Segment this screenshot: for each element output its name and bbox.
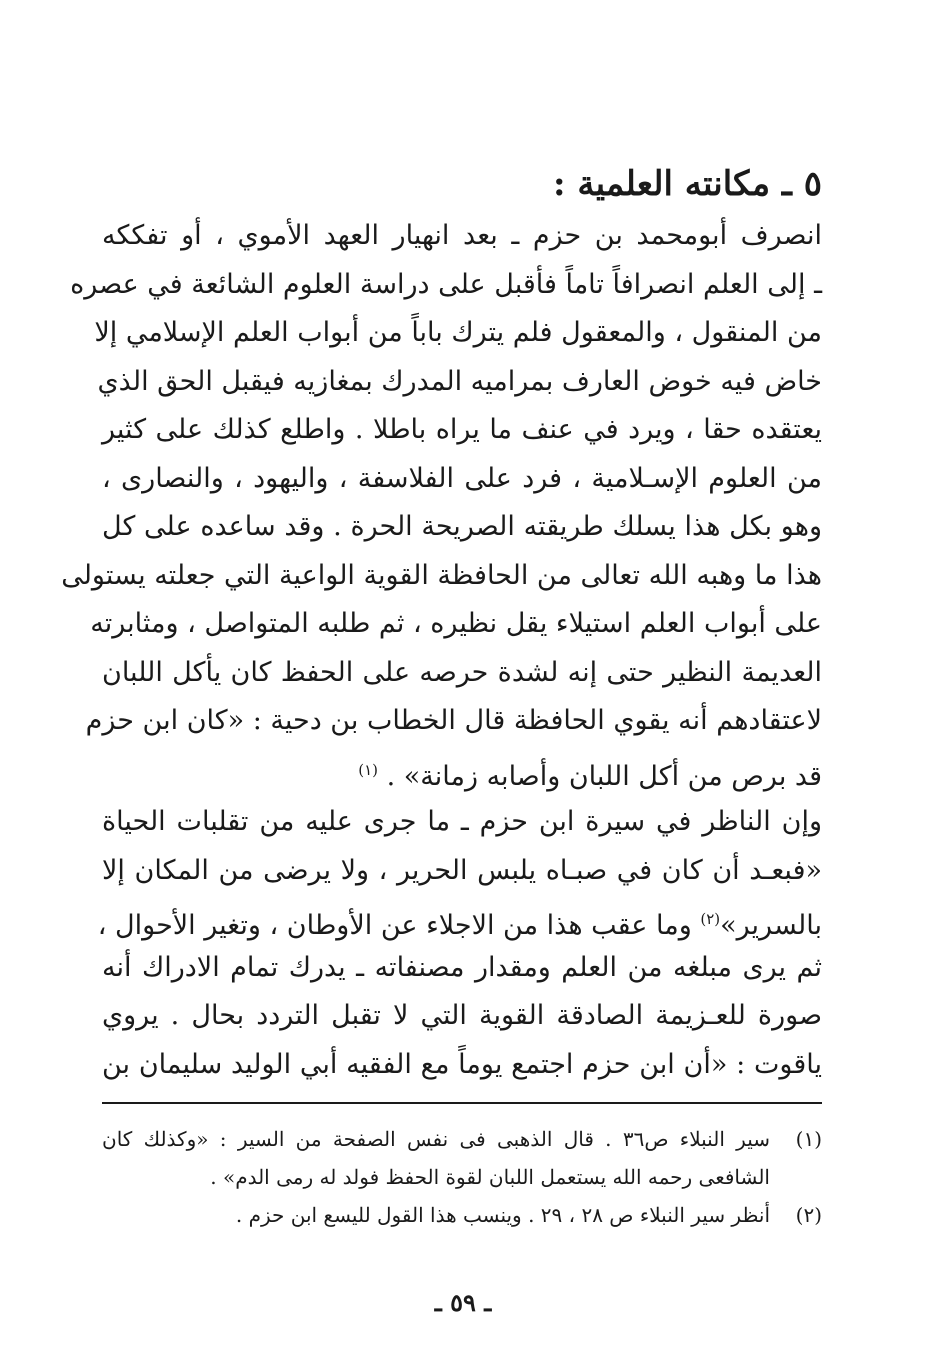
text-line: وهو بكل هذا يسلك طريقته الصريحة الحرة . وقد ساعده على كل [102, 511, 822, 542]
page-number: ـ ٥٩ ـ [434, 1288, 492, 1317]
text-line: يعتقده حقا ، ويرد في عنف ما يراه باطلا . واطلع كذلك على كثير [102, 414, 822, 445]
text-line: على أبواب العلم استيلاء يقل نظيره ، ثم طلبه المتواصل ، ومثابرته [90, 608, 822, 639]
footnote-line: سير النبلاء ص٣٦ . قال الذهبى فى نفس الصفحة من السير : «وكذلك كان [102, 1127, 771, 1151]
footnote-1 [102, 1120, 822, 1196]
text-line: «فبعـد أن كان في صبـاه يلبس الحرير ، ولا يرضى من المكان إلا [102, 854, 822, 886]
footnote-2 [102, 1196, 822, 1234]
text-line: لاعتقادهم أنه يقوي الحافظة قال الخطاب بن دحية : «كان ابن حزم [85, 705, 822, 736]
text-line-content: وما عقب هذا من الاجلاء عن الأوطان ، وتغير الأحوال ، [97, 910, 701, 941]
footnote-divider [102, 1102, 822, 1104]
text-line: خاض فيه خوض العارف بمراميه المدرك بمغازيه فيقبل الحق الذي [97, 365, 822, 397]
text-line: من المنقول ، والمعقول فلم يترك باباً من أبواب العلم الإسلامي إلا [94, 317, 822, 348]
paragraph-2 [97, 798, 822, 1089]
footnotes-section [102, 1120, 822, 1234]
text-line-content: قد برص من أكل اللبان وأصابه زمانة» . [386, 760, 822, 792]
text-line: هذا ما وهبه الله تعالى من الحافظة القوية الواعية التي جعلته يستولى [61, 559, 822, 591]
text-line: ثم يرى مبلغه من العلم ومقدار مصنفاته ـ يدرك تمام الادراك أنه [102, 951, 822, 983]
text-line: من العلوم الإسـلامية ، فرد على الفلاسفة ، واليهود ، والنصارى ، [102, 462, 822, 494]
footnote-line: الشافعى رحمه الله يستعمل اللبان لقوة الحفظ فولد له رمى الدم» . [210, 1165, 770, 1189]
footnote-line: أنظر سير النبلاء ص ٢٨ ، ٢٩ . وينسب هذا القول لليسع ابن حزم . [235, 1203, 770, 1227]
text-line [102, 746, 822, 795]
text-line: ـ إلى العلم انصرافاً تاماً فأقبل على دراسة العلوم الشائعة في عصره [70, 268, 822, 300]
text-line: ياقوت : «أن ابن حزم اجتمع يوماً مع الفقيه أبي الوليد سليمان بن [102, 1048, 822, 1080]
text-line: وإن الناظر في سيرة ابن حزم ـ ما جرى عليه من تقلبات الحياة [102, 806, 822, 837]
footnote-reference-2[interactable]: (٢) [700, 910, 721, 928]
paragraph-1 [61, 212, 822, 794]
footnote-number: (٢) [795, 1203, 822, 1227]
text-line: انصرف أبومحمد بن حزم ـ بعد انهيار العهد الأموي ، أو تفككه [102, 220, 822, 251]
footnote-number: (١) [795, 1127, 822, 1151]
text-line: العديمة النظير حتى إنه لشدة حرصه على الحفظ كان يأكل اللبان [102, 656, 822, 688]
footnote-reference-1[interactable]: (١) [358, 760, 378, 779]
text-line-content: بالسرير» [720, 910, 822, 941]
text-line: صورة للعـزيمة الصادقة القوية التي لا تقبل التردد بحال . يروي [102, 1000, 822, 1031]
section-heading: ٥ ـ مكانته العلمية : [552, 164, 822, 204]
text-line [97, 895, 822, 944]
